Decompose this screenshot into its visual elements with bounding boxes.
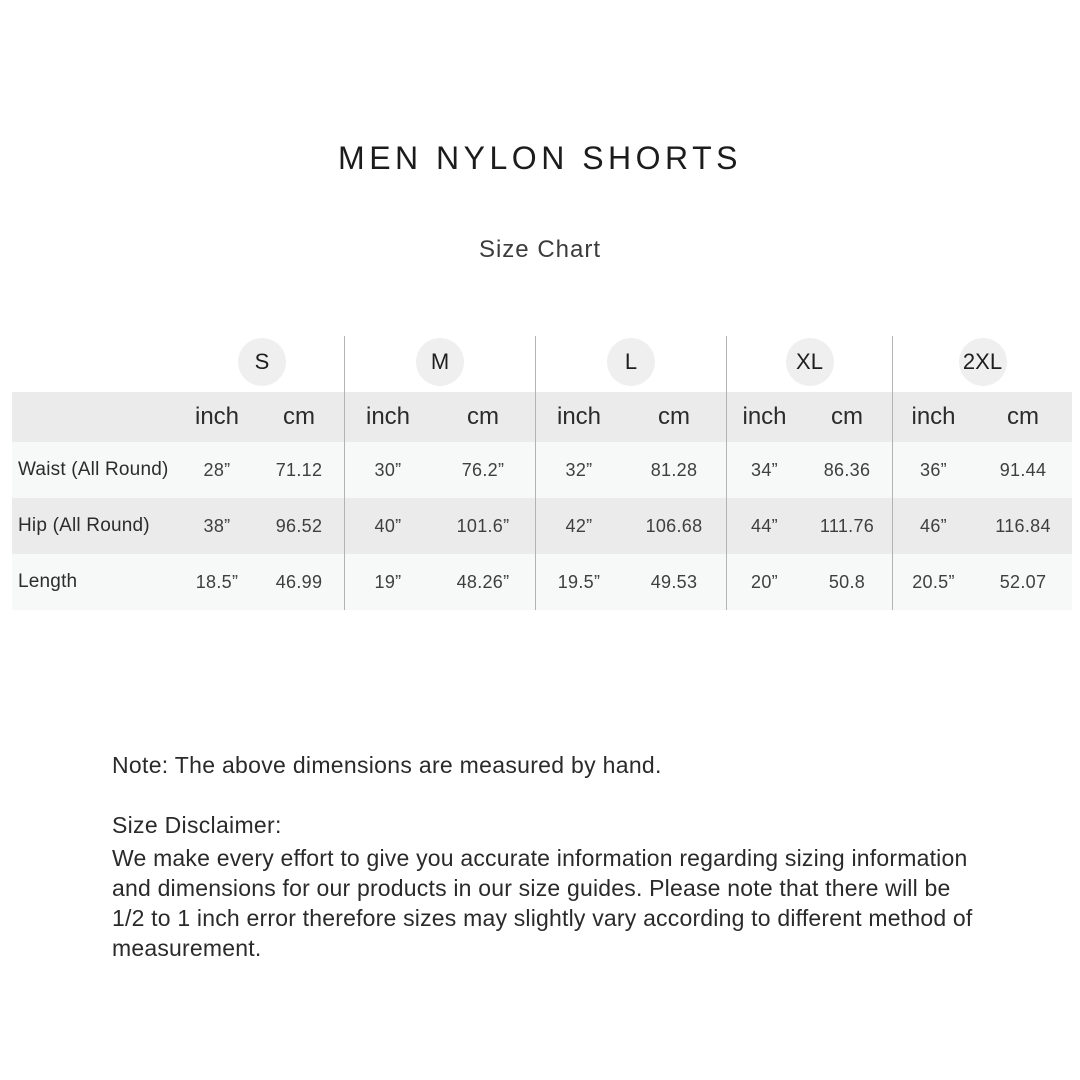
measurement-cell: 20.5” [912, 571, 955, 592]
table-row-waist [12, 442, 1072, 498]
size-group-m [345, 336, 536, 392]
size-chart-table [12, 336, 1072, 610]
measurement-cell: 32” [565, 459, 593, 480]
size-group-2xl [893, 336, 1072, 392]
size-badge-xl: XL [786, 338, 834, 386]
measurement-cell: 91.44 [999, 459, 1047, 480]
row-label: Hip (All Round) [18, 515, 150, 536]
measurement-cell: 76.2” [431, 442, 536, 498]
unit-header-row [12, 392, 1072, 442]
measurement-cell: 46” [920, 515, 947, 536]
size-badge-l: L [607, 338, 655, 386]
page-subtitle: Size Chart [478, 236, 602, 263]
page-title: MEN NYLON SHORTS [338, 140, 742, 176]
measurement-cell: 28” [203, 459, 231, 480]
badge-spacer [12, 336, 180, 392]
measurement-cell: 106.68 [622, 498, 727, 554]
measurement-cell: 34” [751, 459, 778, 480]
measurement-cell: 40” [374, 515, 402, 536]
measurement-cell: 71.12 [254, 442, 345, 498]
size-badge-m: M [416, 338, 464, 386]
measurement-cell: 101.6” [431, 498, 536, 554]
measurement-cell: 86.36 [802, 442, 893, 498]
measurement-cell: 111.76 [802, 498, 893, 554]
measurement-cell: 18.5” [195, 571, 239, 592]
unit-header-inch: inch [911, 403, 956, 430]
disclaimer-body: We make every effort to give you accurate information regarding sizing information and dimensions for our products in our size guides. Please note that there will be 1/2 to 1 inch error therefore sizes may slightly vary according to different method of measurement. [112, 845, 973, 961]
size-badge-2xl: 2XL [959, 338, 1007, 386]
unit-header-cm: cm [802, 392, 893, 442]
table-row-hip [12, 498, 1072, 554]
measurement-cell: 81.28 [622, 442, 727, 498]
header-spacer [12, 392, 180, 442]
size-group-l [536, 336, 727, 392]
disclaimer-title: Size Disclaimer: [112, 812, 282, 838]
row-label: Waist (All Round) [18, 459, 169, 480]
unit-header-inch: inch [194, 403, 240, 430]
measurement-cell: 116.84 [995, 515, 1051, 536]
row-label: Length [18, 571, 78, 592]
measurement-cell: 44” [751, 515, 778, 536]
measurement-cell: 20” [751, 571, 778, 592]
measurement-cell: 19” [374, 571, 402, 592]
note-text: Note: The above dimensions are measured by hand. [112, 752, 662, 778]
measurement-cell: 30” [374, 459, 402, 480]
size-group-s [180, 336, 345, 392]
unit-header-cm: cm [254, 392, 345, 442]
measurement-cell: 38” [203, 515, 231, 536]
size-group-xl [727, 336, 893, 392]
measurement-cell: 49.53 [622, 554, 727, 610]
unit-header-cm: cm [622, 392, 727, 442]
size-badge-row [12, 336, 1072, 392]
measurement-cell: 19.5” [557, 571, 601, 592]
unit-header-inch: inch [365, 403, 411, 430]
measurement-cell: 50.8 [802, 554, 893, 610]
unit-header-inch: inch [556, 403, 602, 430]
measurement-cell: 52.07 [999, 571, 1047, 592]
table-row-length [12, 554, 1072, 610]
measurement-cell: 36” [920, 459, 947, 480]
measurement-cell: 48.26” [431, 554, 536, 610]
unit-header-cm: cm [431, 392, 536, 442]
unit-header-cm: cm [1007, 403, 1039, 430]
measurement-cell: 42” [565, 515, 593, 536]
size-badge-s: S [238, 338, 286, 386]
unit-header-inch: inch [742, 403, 787, 430]
measurement-cell: 46.99 [254, 554, 345, 610]
measurement-cell: 96.52 [254, 498, 345, 554]
